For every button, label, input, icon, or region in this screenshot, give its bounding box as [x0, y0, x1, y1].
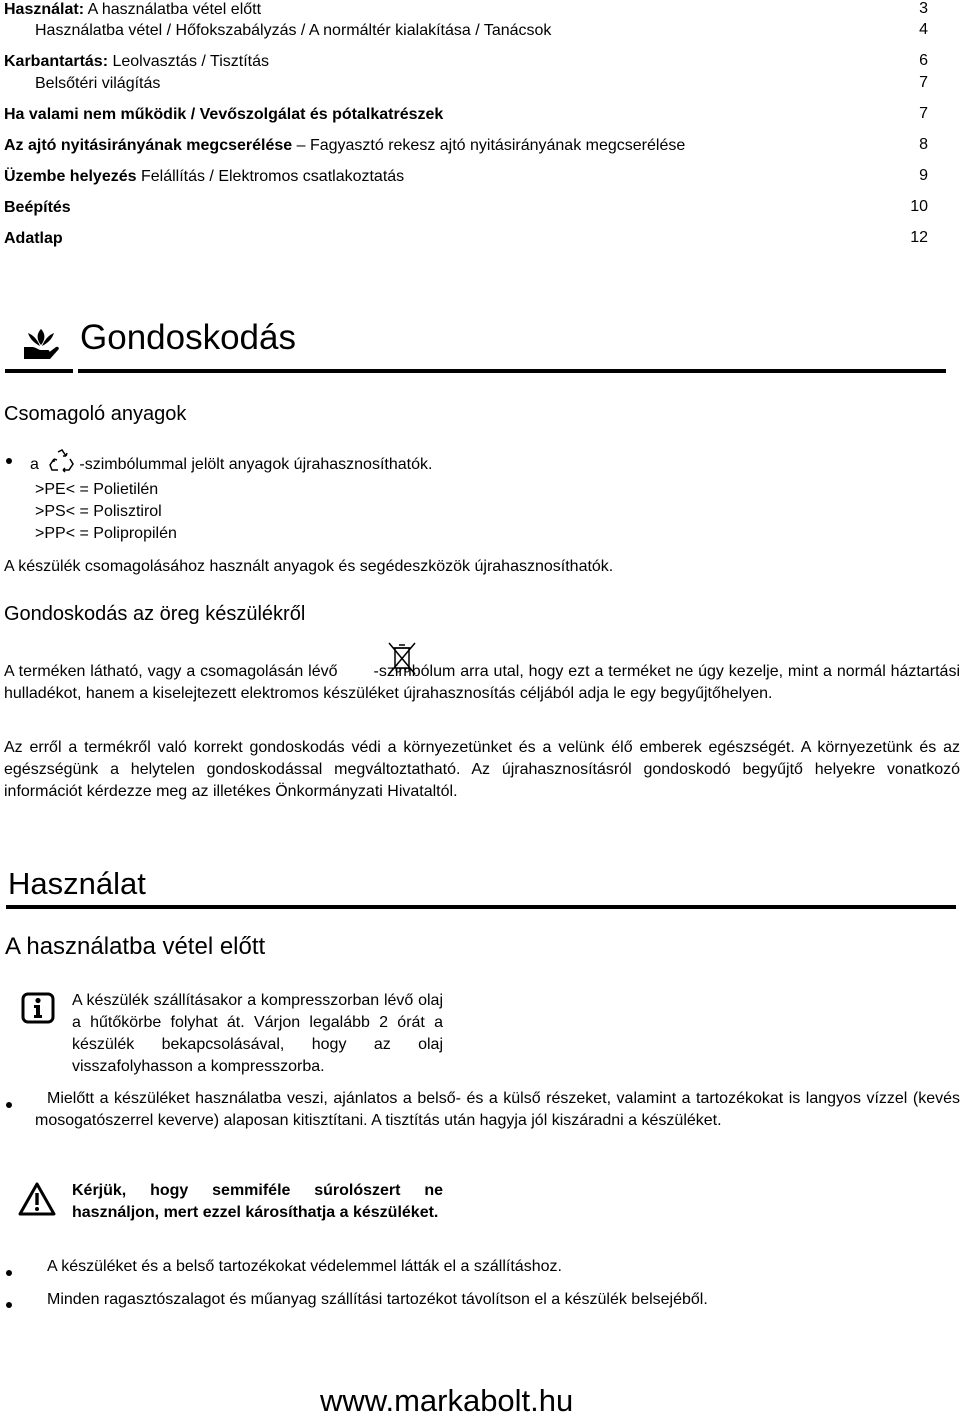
section-title-use: Használat: [8, 866, 146, 901]
old-appliance-paragraph-1: A terméken látható, vagy a csomagolásán lévő -szimbólum arra utal, hogy ezt a terméket ne úgy kezelje, mint a normál háztartási hulladékot, hanem a kiselejtezett elektromos készüléket újrahasznosítás céljából adja le egy begyűjtőhelyen.: [4, 663, 960, 702]
toc-entry: Használatba vétel / Hőfokszabályzás / A normáltér kialakítása / Tanácsok: [35, 22, 552, 39]
bullet-dot: [6, 1102, 12, 1108]
material-item: >PP< = Polipropilén: [35, 525, 177, 542]
title-rule: [6, 905, 956, 909]
old-appliance-paragraph-2: Az erről a termékről való korrekt gondoskodás védi a környezetünket és a velünk élő emberek egészségét. A környezetünk és az egészségünk a helytelen gondoskodással megváltoztatható. Az újrahasznosításról gondoskodó begyűjtő helyekre vonatkozó információt kérdezze meg az illetékes Önkormányzati Hivataltól.: [4, 739, 960, 800]
toc-page: 8: [919, 136, 928, 153]
bullet-dot: [6, 458, 12, 464]
toc-page: 6: [919, 52, 928, 69]
bullet-dot: [6, 1302, 12, 1308]
footer-url: www.markabolt.hu: [320, 1383, 574, 1418]
tape-bullet: Minden ragasztószalagot és műanyag szállítási tartozékot távolítson el a készülék belsejéből.: [47, 1291, 708, 1308]
toc-entry: Üzembe helyezés Felállítás / Elektromos csatlakoztatás: [4, 168, 405, 185]
info-note: A készülék szállításakor a kompresszorban lévő olaj a hűtőkörbe folyhat át. Várjon legalább 2 órát a készülék bekapcsolásával, hogy az olaj visszafolyhasson a kompresszorba.: [72, 992, 443, 1075]
toc-entry: Karbantartás: Leolvasztás / Tisztítás: [4, 53, 269, 70]
info-icon: [21, 992, 55, 1024]
toc-page: 4: [919, 21, 928, 38]
recycle-bullet-text: a -szimbólummal jelölt anyagok újrahasznosíthatók.: [30, 449, 432, 476]
material-item: >PS< = Polisztirol: [35, 503, 162, 520]
subsection-title: A használatba vétel előtt: [5, 933, 266, 960]
hand-plant-icon: [22, 325, 60, 361]
material-item: >PE< = Polietilén: [35, 481, 159, 498]
title-rule-left: [5, 369, 73, 373]
toc-entry: Az ajtó nyitásirányának megcserélése – Fagyasztó rekesz ajtó nyitásirányának megcserélése: [4, 137, 686, 154]
toc-page: 9: [919, 167, 928, 184]
toc-page: 7: [919, 74, 928, 91]
section-title-care: Gondoskodás: [80, 318, 296, 357]
cleaning-bullet: Mielőtt a készüléket használatba veszi, ajánlatos a belső- és a külső részeket, valamint a tartozékokat is langyos vízzel (kevés mosogatószerrel keverve) alaposan kitisztítani. A tisztítás után hagyja jól kiszáradni a készüléket.: [35, 1090, 960, 1129]
old-appliance-heading: Gondoskodás az öreg készülékről: [4, 603, 306, 625]
toc-page: 7: [919, 105, 928, 122]
protection-bullet: A készüléket és a belső tartozékokat védelemmel látták el a szállításhoz.: [47, 1258, 562, 1275]
packaging-heading: Csomagoló anyagok: [4, 403, 187, 425]
toc-entry: Használat: A használatba vétel előtt: [4, 1, 262, 18]
toc-page: 10: [910, 198, 928, 215]
packaging-note: A készülék csomagolásához használt anyagok és segédeszközök újrahasznosíthatók.: [4, 558, 614, 575]
toc-entry: Beépítés: [4, 199, 71, 216]
toc-page: 3: [919, 0, 928, 17]
bullet-dot: [6, 1270, 12, 1276]
toc-page: 12: [910, 229, 928, 246]
toc-entry: Belsőtéri világítás: [35, 75, 161, 92]
toc-entry: Ha valami nem működik / Vevőszolgálat és pótalkatrészek: [4, 106, 444, 123]
warning-icon: [18, 1182, 56, 1216]
recycle-icon: [49, 449, 75, 473]
toc-entry: Adatlap: [4, 230, 63, 247]
warning-note: Kérjük, hogy semmiféle súrolószert ne használjon, mert ezzel károsíthatja a készüléket.: [72, 1182, 443, 1221]
title-rule-right: [78, 369, 946, 373]
